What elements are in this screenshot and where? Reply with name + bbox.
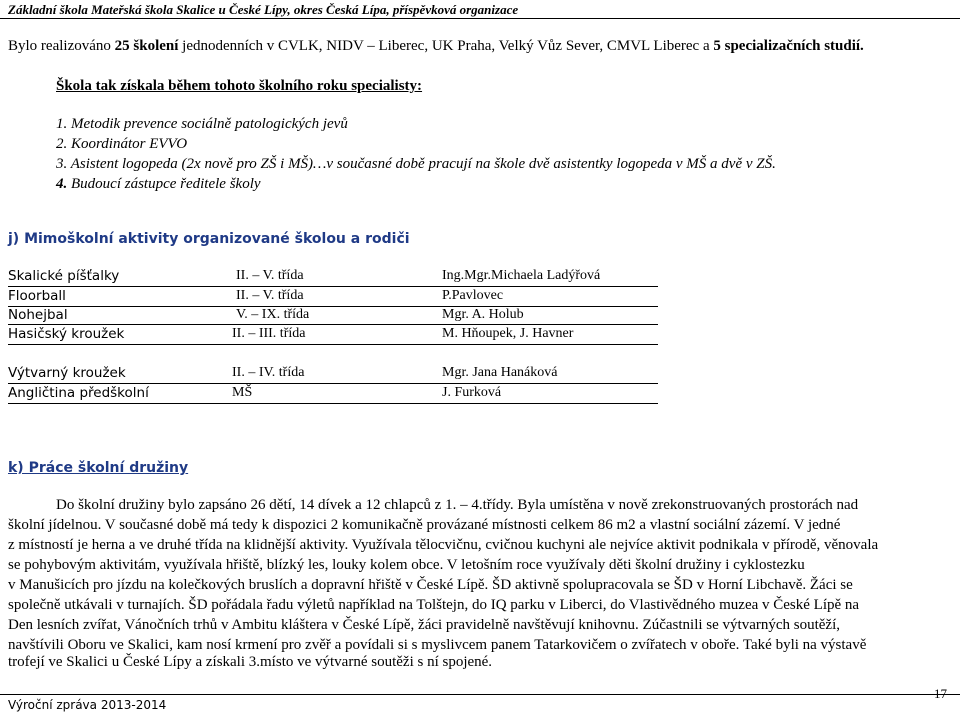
activity-leader: Mgr. A. Holub (442, 307, 524, 322)
activity-name: Hasičský kroužek (8, 326, 125, 342)
activity-leader: Ing.Mgr.Michaela Ladýřová (442, 268, 601, 283)
body-line: v Manušicích pro jízdu na kolečkových bruslích a dopravní hřiště v České Lípě. ŠD aktivně spolupracovala se ŠD v Horní Libchavě. Žáci se (8, 577, 853, 593)
specialist-item (56, 116, 348, 133)
specialist-item (56, 136, 187, 153)
specialist-item-text: Budoucí zástupce ředitele školy (71, 176, 261, 192)
row-divider (8, 324, 658, 325)
activity-leader: M. Hňoupek, J. Havner (442, 326, 574, 341)
body-line: se pohybovým aktivitám, využívala hřiště, blízký les, louky kolem obce. V letošním roce využívaly děti školní družiny i cyklostezku (8, 557, 805, 573)
page-header-title: Základní škola Mateřská škola Skalice u České Lípy, okres Česká Lípa, příspěvková organizace (8, 2, 519, 17)
page-number: 17 (934, 686, 947, 701)
activity-name: Angličtina předškolní (8, 385, 149, 401)
activity-class: II. – V. třída (236, 268, 304, 283)
section-k-title: k) Práce školní družiny (8, 460, 189, 476)
row-divider (8, 383, 658, 384)
specialist-item-number: 4. (56, 176, 68, 192)
activity-class: MŠ (232, 385, 253, 400)
activity-leader: Mgr. Jana Hanáková (442, 365, 558, 380)
footer-divider (0, 694, 960, 695)
activity-class: II. – III. třída (232, 326, 306, 341)
specialist-item-number: 2. (56, 136, 68, 152)
activity-class: II. – V. třída (236, 288, 304, 303)
specialist-item-text: Asistent logopeda (2x nově pro ZŠ i MŠ)…v současné době pracují na škole dvě asistentky logopeda v MŠ a dvě v ZŠ. (70, 156, 776, 172)
section-j-title: j) Mimoškolní aktivity organizované školou a rodiči (8, 231, 410, 247)
specialists-heading: Škola tak získala během tohoto školního roku specialisty: (56, 78, 423, 94)
activity-name: Nohejbal (8, 307, 68, 323)
intro-paragraph (8, 38, 864, 55)
body-line: navštívili Oboru ve Skalici, kam nosí krmení pro zvěř a povídali si s myslivcem panem Tatarkovičem o zvířatech v oboře. Také byli na výstavě (8, 637, 867, 653)
activity-name: Floorball (8, 288, 66, 304)
specialist-item-number: 1. (56, 116, 68, 132)
body-line: školní jídelnou. V současné době má tedy k dispozici 2 komunikačně provázané místnosti celkem 86 m2 a vlastní sociální zázemí. V jedné (8, 517, 841, 533)
body-line: Den lesních zvířat, Vánočních trhů v Ambitu kláštera v České Lípě, žáci pravidelně navštěvují knihovnu. Zúčastnili se výtvarných soutěží, (8, 617, 840, 633)
row-divider (8, 286, 658, 287)
intro-text-1: Bylo realizováno (8, 38, 111, 54)
activity-leader: P.Pavlovec (442, 288, 504, 303)
body-line: z místností je herna a ve druhé třída na klidnější aktivity. Využívala tělocvičnu, cvičnou kuchyni ale nejvíce aktivit podnikala v přírodě, věnovala (8, 537, 879, 553)
activity-class: II. – IV. třída (232, 365, 305, 380)
body-line: trofejí ve Skalici u České Lípy a získali 3.místo ve výtvarné soutěži s ní spojené. (8, 654, 493, 670)
activity-name: Výtvarný kroužek (8, 365, 126, 381)
specialist-item-number: 3. (56, 156, 68, 172)
activity-name: Skalické píšťalky (8, 268, 120, 284)
specialist-item (56, 176, 261, 193)
body-line: Do školní družiny bylo zapsáno 26 dětí, 14 dívek a 12 chlapců z 1. – 4.třídy. Byla umístěna v nově zrekonstruovaných prostorách nad (56, 497, 859, 513)
header-divider (0, 18, 960, 19)
intro-count-trainings: 25 školení (114, 38, 179, 54)
activity-class: V. – IX. třída (236, 307, 310, 322)
activity-leader: J. Furková (442, 385, 502, 400)
footer-title: Výroční zpráva 2013-2014 (8, 698, 167, 712)
specialist-item (56, 156, 776, 173)
row-divider (8, 306, 658, 307)
intro-count-studies: 5 specializačních studií. (713, 38, 864, 54)
row-divider (8, 344, 658, 345)
specialist-item-text: Metodik prevence sociálně patologických jevů (71, 116, 348, 132)
intro-text-2: jednodenních v CVLK, NIDV – Liberec, UK Praha, Velký Vůz Sever, CMVL Liberec a (182, 38, 710, 54)
row-divider (8, 403, 658, 404)
specialist-item-text: Koordinátor EVVO (71, 136, 188, 152)
body-line: společně utkávali v turnajích. ŠD pořádala řadu výletů například na Tolštejn, do IQ parku v Liberci, do Vlastivědného muzea v České Lípě na (8, 597, 860, 613)
